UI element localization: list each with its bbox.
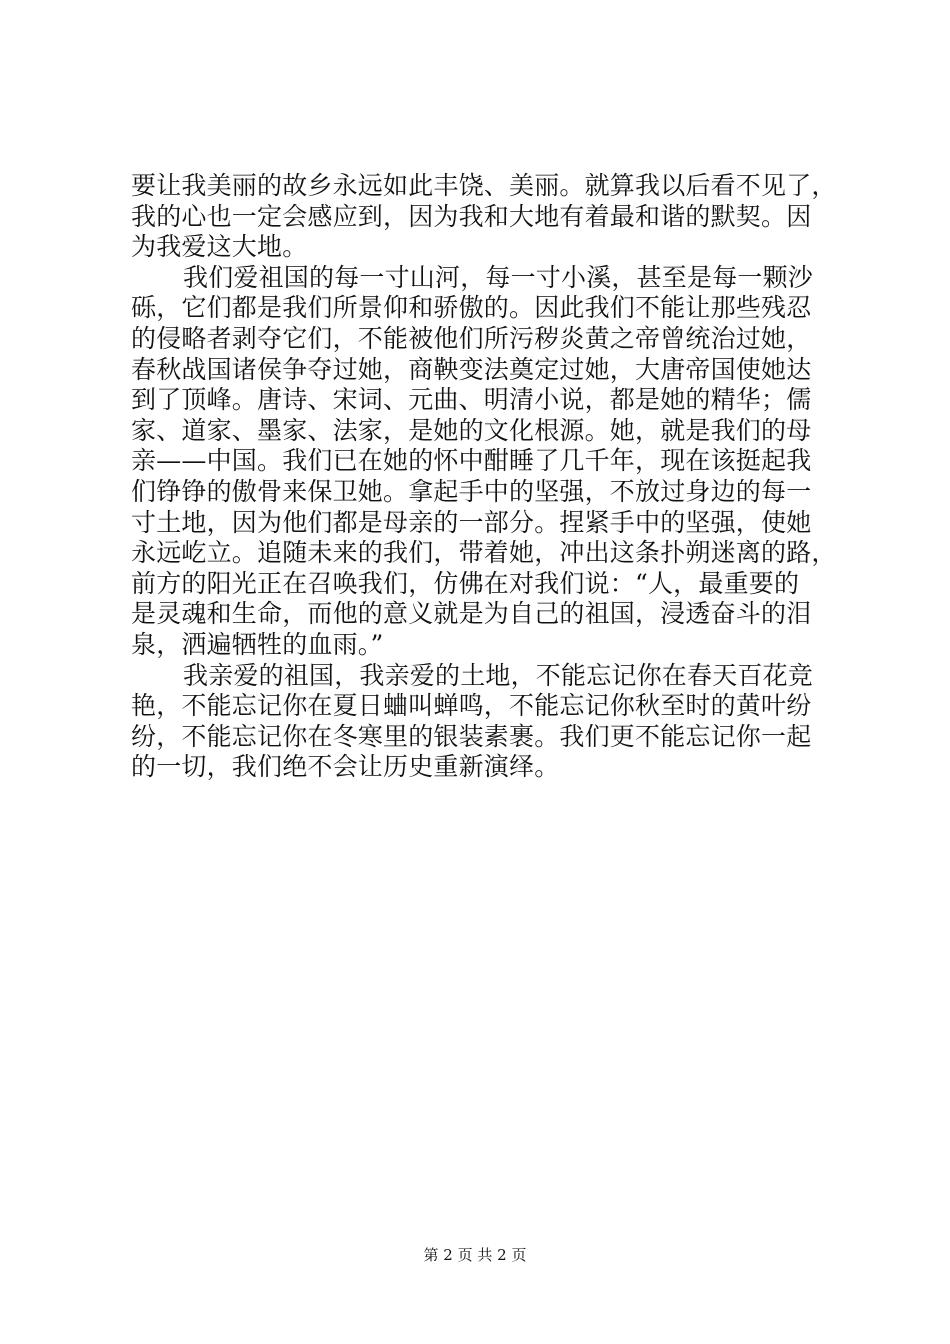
page-number-label: 第 2 页 共 2 页 (423, 1246, 527, 1264)
text-line: 春秋战国诸侯争夺过她，商鞅变法奠定过她，大唐帝国使她达 (131, 354, 812, 384)
text-line: 是灵魂和生命，而他的意义就是为自己的祖国，浸透奋斗的泪 (131, 599, 812, 629)
text-line: 家、道家、墨家、法家，是她的文化根源。她，就是我们的母 (131, 415, 812, 445)
text-line: 寸土地，因为他们都是母亲的一部分。捏紧手中的坚强，使她 (131, 507, 812, 537)
text-line: 到了顶峰。唐诗、宋词、元曲、明清小说，都是她的精华；儒 (131, 385, 812, 415)
text-line: 的侵略者剥夺它们，不能被他们所污秽炎黄之帝曾统治过她， (131, 323, 812, 353)
text-line: 我的心也一定会感应到，因为我和大地有着最和谐的默契。因 (131, 201, 812, 231)
page-footer (0, 1244, 950, 1266)
text-line: 的一切，我们绝不会让历史重新演绎。 (131, 752, 560, 782)
text-line: 我们爱祖国的每一寸山河，每一寸小溪，甚至是每一颗沙 (183, 262, 814, 292)
text-line: 为我爱这大地。 (131, 232, 308, 262)
text-line: 纷，不能忘记你在冬寒里的银装素裹。我们更不能忘记你一起 (131, 721, 812, 751)
text-line: 前方的阳光正在召唤我们，仿佛在对我们说：“人，最重要的 (131, 568, 800, 598)
text-line: 泉，洒遍牺牲的血雨。” (131, 629, 384, 659)
text-line: 要让我美丽的故乡永远如此丰饶、美丽。就算我以后看不见了， (131, 171, 837, 200)
text-line: 艳，不能忘记你在夏日蛐叫蝉鸣，不能忘记你秋至时的黄叶纷 (131, 691, 812, 721)
body-text (131, 171, 837, 783)
text-line: 永远屹立。追随未来的我们，带着她，冲出这条扑朔迷离的路， (131, 538, 837, 568)
text-line: 亲——中国。我们已在她的怀中酣睡了几千年，现在该挺起我 (131, 446, 812, 476)
text-line: 我亲爱的祖国，我亲爱的土地，不能忘记你在春天百花竞 (183, 660, 814, 690)
text-line: 砾，它们都是我们所景仰和骄傲的。因此我们不能让那些残忍 (131, 293, 812, 323)
text-line: 们铮铮的傲骨来保卫她。拿起手中的坚强，不放过身边的每一 (131, 476, 812, 506)
